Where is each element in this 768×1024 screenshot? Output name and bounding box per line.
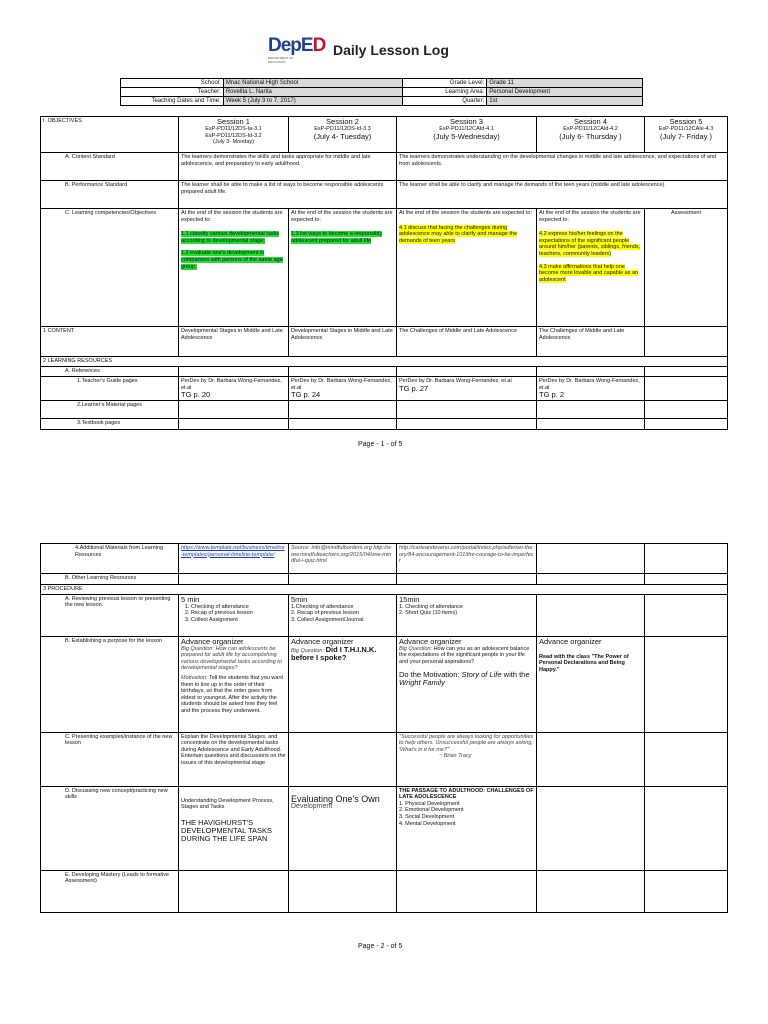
discussing-label: D. Discussing new concept/practicing new skills	[41, 786, 179, 870]
discussing-session-2	[289, 786, 397, 870]
tg-session-2	[289, 377, 397, 401]
quote: "Successful people are always looking for opportunities to help others. Unsuccessful people are always asking, 'What's in it for me?'"	[399, 733, 534, 753]
dates-value: Week 5 (July 3 to 7, 2017)	[223, 97, 403, 106]
session-1-day: (July 3- Monday)	[213, 139, 254, 146]
discussion-topic: Evaluating One's Own	[291, 793, 380, 804]
presenting-session-1: Explain the Developmental Stages, and concentrate on the developmental tasks during Adolescence and Early Adulthood. Entertain questions and discussions on the issues of this developmental stage	[179, 732, 289, 786]
logo-dep-text: DepE	[268, 35, 313, 56]
session-3-name: Session 3	[450, 117, 483, 126]
quote-author: ~ Brian Tracy	[439, 753, 472, 760]
expected-text: At the end of the session the students are expected to:	[291, 210, 393, 223]
additional-materials-2: Source: info@mindfulborders.org http://www.mindfulteachers.org/2015/04/one-mindful-i-quiz.html	[289, 544, 397, 574]
big-question-label: Big Question:	[181, 645, 215, 652]
additional-materials-3: http://carteandeveno.com/portal/index.php/adlerian-theory/84-encouragement-101/the-courage-to-be-imperfect	[397, 544, 537, 574]
tg-session-1	[179, 377, 289, 401]
purpose-session-4	[537, 636, 645, 732]
document-title: Daily Lesson Log	[333, 42, 449, 58]
session-2-header	[289, 117, 397, 153]
purpose-session-1	[179, 636, 289, 732]
session-5-day: (July 7- Friday )	[659, 131, 713, 141]
review-session-3	[397, 594, 537, 636]
lesson-table-page2	[40, 543, 728, 913]
content-session-4: The Challenges of Middle and Late Adolescence	[537, 327, 645, 357]
learners-material-label: 2.Learner's Material pages	[41, 401, 179, 419]
teachers-guide-label: 1.Teacher's Guide pages	[41, 377, 179, 401]
discussion-subtopic: Development	[291, 802, 333, 810]
info-table	[120, 78, 643, 106]
session-4-objective-2: 4.3 make affirmations that help one become more lovable and capable as an adolescent	[539, 263, 639, 283]
mastery-label: E. Developing Mastery (Leads to formative Assessment)	[41, 870, 179, 912]
review-1-item: 2. Recap of previous lesson	[191, 610, 286, 617]
area-label: Learning Area:	[403, 88, 487, 97]
advance-organizer: Advance organizer	[291, 636, 354, 646]
logo-d-text: D	[312, 35, 326, 56]
content-session-2: Developmental Stages in Middle and Late Adolescence	[289, 327, 397, 357]
performance-standard-label: B. Performance Standard	[41, 181, 179, 209]
session-2-objective: 1.3 list ways to become a responsibly adolescent prepared for adult life	[291, 231, 383, 244]
review-1-time: 5 min	[181, 594, 200, 604]
discussing-session-3	[397, 786, 537, 870]
session-4-objective-1: 4.2 express his/her feelings on the expectations of the significant people around him/her (parents, siblings, friends, teachers, community leaders)	[539, 231, 641, 257]
review-2-items: 1.Checking of attendance 2. Recap of previous lesson 3. Collect Assignment/Journal	[291, 603, 364, 623]
discussing-session-1	[179, 786, 289, 870]
performance-standard-1: The learner shall be able to make a list of ways to become responsible adolescents prepared adult life.	[179, 181, 397, 209]
expected-text: At the end of the session the students are expected to:	[399, 210, 533, 216]
review-3-time: 15min	[399, 594, 420, 604]
session-5-header	[645, 117, 728, 153]
big-question-label: Big Question:	[399, 645, 433, 652]
session-2-day: (July 4- Tuesday)	[313, 131, 372, 141]
tg-page: TG p. 2	[539, 390, 565, 400]
content-standard-2: The learners demonstrates understanding on the developmental changes in middle and late adolescence, and expectations of and from adolescents.	[397, 153, 728, 181]
review-1-item: 1. Checking of attendance	[191, 604, 286, 611]
session-1-objectives	[179, 209, 289, 327]
session-3-code: EsP-PD11/12CAId-4.1	[439, 126, 494, 132]
review-label: A. Reviewing previous lesson or presenting the new lesson.	[41, 594, 179, 636]
grade-label: Grade Level:	[403, 79, 487, 88]
expected-text: At the end of the session the students are expected to:	[539, 210, 641, 223]
motivation-story: Story of Life	[461, 670, 502, 680]
tg-source: PerDev by Dr. Barbara Wong-Fernandez, et.al	[539, 378, 640, 391]
purpose-session-2	[289, 636, 397, 732]
content-label: 1 CONTENT	[41, 327, 179, 357]
session-2-code: EsP-PD11/12DS-Id-3.3	[314, 126, 371, 132]
content-session-1: Developmental Stages in Middle and Late Adolescence	[179, 327, 289, 357]
logo-subtitle: DEPARTMENT OF EDUCATION	[268, 56, 294, 64]
big-question: How can adolescents be prepared for adult life by accomplishing various developmental tasks according to developmental stages?	[181, 645, 282, 672]
session-3-header	[397, 117, 537, 153]
big-question: How can you as an adolescent balance the expectations of the significant people in your life and your personal aspirations?	[399, 645, 530, 665]
content-session-3: The Challenges of Middle and Late Adolescence	[397, 327, 537, 357]
lesson-table-page1	[40, 116, 728, 430]
review-1-list	[181, 604, 286, 624]
resources-label: 2 LEARNING RESOURCES	[41, 357, 728, 367]
session-3-day: (July 5-Wednesday)	[433, 131, 500, 141]
session-1-objective-2: 1.2 evaluate one's development in comparison with persons of the same age group.	[181, 250, 283, 270]
purpose-label: B. Establishing a purpose for the lesson	[41, 636, 179, 732]
advance-organizer: Advance organizer	[539, 636, 602, 646]
session-5-code: EsP-PD11/12CAIe-4.3	[658, 126, 714, 132]
content-standard-1: The learners demonstrates the skills and tasks appropriate for middle and late adolescence, and preparatory to early adulthood.	[179, 153, 397, 181]
motivation-with: with the	[501, 670, 530, 680]
tg-session-4	[537, 377, 645, 401]
advance-organizer: Advance organizer	[399, 636, 462, 646]
tg-source: PerDev by Dr. Barbara Wong-Fernandez, et.al	[291, 378, 392, 391]
session-4-name: Session 4	[574, 117, 607, 126]
presenting-session-3	[397, 732, 537, 786]
motivation-text: Tell the students that you want them to line up in the order of their birthdays, so that the order goes from eldest to youngest. After the activity the students should be asked how they feel and the process they underwent.	[181, 674, 284, 714]
quarter-label: Quarter:	[403, 97, 487, 106]
big-question: Did I T.H.I.N.K. before I spoke?	[291, 644, 377, 663]
tg-source: PerDev by Dr. Barbara Wong-Fernandez, et.al	[399, 378, 512, 384]
discussion-topic: Understanding Development Process, Stages and Tasks	[181, 797, 274, 811]
additional-materials-label: 4.Additional Materials from Learning Resources	[41, 544, 179, 574]
page-number-1: Page - 1 - of 5	[358, 441, 403, 448]
quarter-value: 1st	[487, 97, 643, 106]
motivation-label: Do the Motivation:	[399, 670, 460, 680]
tg-page: TG p. 27	[399, 383, 429, 393]
session-4-code: EsP-PD11/12CAId-4.2	[563, 126, 618, 132]
tg-page: TG p. 24	[291, 390, 321, 400]
session-1-name: Session 1	[217, 117, 250, 126]
review-session-2	[289, 594, 397, 636]
content-session-5	[645, 327, 728, 357]
motivation-label: Motivation:	[181, 674, 208, 681]
big-question-label: Big Question:	[291, 647, 325, 654]
discussion-topic: THE PASSAGE TO ADULTHOOD: CHALLENGES OF LATE ADOLESCENCE	[399, 787, 534, 801]
discussion-subtopic: 1. Physical Development 2. Emotional Development 3. Social Development 4. Mental Development	[399, 800, 464, 827]
read-with-class: Read with the class "The Power of Personal Declarations and Being Happy."	[539, 653, 629, 673]
presenting-label: C. Presenting examples/instance of the new lesson	[41, 732, 179, 786]
performance-standard-2: The learner shall be able to clarify and manage the demands of the teen years (middle and late adolescence).	[397, 181, 728, 209]
session-5-objective: Assessment	[645, 209, 728, 327]
competencies-label: C. Learning competencies/Objectives	[41, 209, 179, 327]
session-5-name: Session 5	[669, 117, 703, 126]
grade-value: Grade 11	[487, 79, 643, 88]
session-1-objective-1: 1.1 classify various developmental tasks according to developmental stage;	[181, 231, 280, 244]
procedure-label: 3 PROCEDURE	[41, 585, 728, 595]
session-2-name: Session 2	[326, 117, 359, 126]
session-1-header	[179, 117, 289, 153]
session-4-objectives	[537, 209, 645, 327]
motivation-family: Wright Family	[399, 678, 445, 688]
school-label: School:	[121, 79, 224, 88]
area-value: Personal Development	[487, 88, 643, 97]
session-3-objectives	[397, 209, 537, 327]
teacher-label: Teacher:	[121, 88, 224, 97]
session-2-objectives	[289, 209, 397, 327]
review-3-items: 1. Checking of attendance 2. Short Quiz (10 items)	[399, 603, 463, 617]
page-number-2: Page - 2 - of 5	[358, 943, 403, 950]
school-value: Mnac National High School	[223, 79, 403, 88]
content-standard-label: A. Content Standard	[41, 153, 179, 181]
purpose-session-3	[397, 636, 537, 732]
discussion-subtopic: THE HAVIGHURST'S DEVELOPMENTAL TASKS DURING THE LIFE SPAN	[181, 817, 272, 843]
objectives-heading: I. OBJECTIVES	[41, 117, 179, 153]
review-session-1	[179, 594, 289, 636]
dates-label: Teaching Dates and Time:	[121, 97, 224, 106]
textbook-label: 3.Textbook pages	[41, 419, 179, 430]
session-4-header	[537, 117, 645, 153]
additional-materials-1	[179, 544, 289, 574]
review-1-item: 3. Collect Assignment	[191, 617, 286, 624]
expected-text: At the end of the session the students are expected to:	[181, 210, 283, 223]
tg-source: PerDev by Dr. Barbara Wong-Fernandez, et.al	[181, 378, 282, 391]
tg-session-3	[397, 377, 537, 401]
other-resources-label: B. Other Learning Resources	[41, 574, 179, 585]
session-1-code: EsP-PD11/12DS-Ia-3.1 EsP-PD11/12DS-Id-3.2	[205, 126, 262, 139]
session-4-day: (July 6- Thursday )	[559, 131, 622, 141]
advance-organizer: Advance organizer	[181, 636, 244, 646]
references-label: A. References	[41, 367, 179, 377]
session-3-objective: 4.1 discuss that facing the challenges during adolescence may able to clarify and manage the demands of teen years	[399, 224, 518, 244]
tg-page: TG p. 20	[181, 390, 211, 400]
deped-logo	[268, 35, 326, 68]
teacher-value: Rovelita L. Narita	[223, 88, 403, 97]
review-2-time: 5min	[291, 594, 308, 604]
template-link[interactable]: https://www.template.net/business/timeline-templates/personal-timeline-template/	[181, 545, 285, 558]
